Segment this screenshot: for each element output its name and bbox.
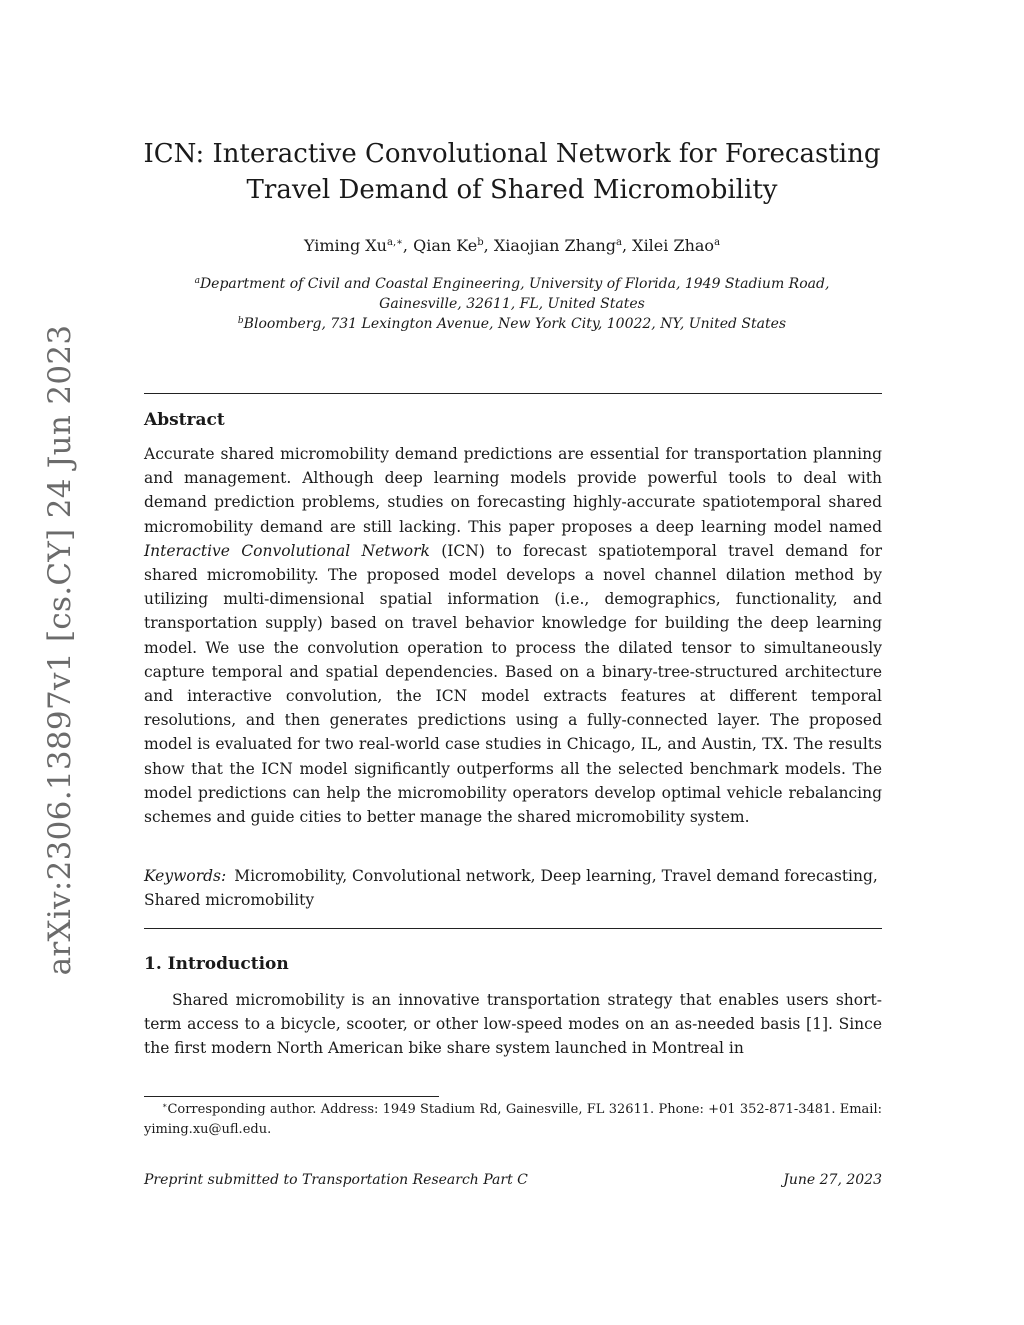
author-name: Qian Ke [413, 236, 478, 255]
abstract-heading: Abstract [144, 410, 225, 430]
author-affil-mark: b [477, 237, 484, 248]
footnote-mark: ∗ [162, 1101, 168, 1110]
model-name-emphasis: Interactive Convolutional Network [144, 541, 430, 560]
arxiv-identifier-stamp[interactable]: arXiv:2306.13897v1 [cs.CY] 24 Jun 2023 [42, 324, 78, 976]
author-separator: , [402, 236, 414, 255]
paper-title: ICN: Interactive Convolutional Network for Forecasting Travel Demand of Shared Micromobility [143, 139, 881, 205]
author-affil-mark: a [714, 237, 721, 248]
introduction-paragraph: Shared micromobility is an innovative transportation strategy that enables users short-term access to a bicycle, scooter, or other low-speed modes on an as-needed basis [1]. Since the first modern North American bike share system launched in Montreal in [144, 991, 882, 1058]
footnote [144, 1100, 882, 1140]
author-separator: , [622, 236, 633, 255]
author-name: Xilei Zhao [632, 236, 715, 255]
author-2[interactable] [413, 236, 484, 255]
footnote-text: Corresponding author. Address: 1949 Stadium Rd, Gainesville, FL 32611. Phone: +01 352-871-3481. Email: yiming.xu@ufl.edu. [144, 1102, 882, 1137]
abstract-bottom-rule [144, 928, 882, 929]
affiliation-a [190, 274, 834, 314]
section-heading-introduction: 1. Introduction [144, 954, 289, 974]
author-affil-mark: a,∗ [386, 237, 403, 248]
author-3[interactable] [494, 236, 622, 255]
abstract-body [144, 442, 882, 829]
author-name: Xiaojian Zhang [493, 236, 617, 255]
author-list [110, 234, 914, 258]
preprint-date: June 27, 2023 [783, 1172, 882, 1188]
affiliation-text: Bloomberg, 731 Lexington Avenue, New York City, 10022, NY, United States [243, 316, 787, 332]
affiliation-b [190, 314, 834, 334]
affiliations [190, 274, 834, 334]
abstract-text-part: (ICN) to forecast spatiotemporal travel demand for shared micromobility. The proposed model develops a novel channel dilation method by utilizing multi-dimensional spatial information (i.e., demographics, functionality, and transportation supply) based on travel behavior knowledge for building the deep learning model. We use the convolution operation to process the dilated tensor to simultaneously capture temporal and spatial dependencies. Based on a binary-tree-structured architecture and interactive convolution, the ICN model extracts features at different temporal resolutions, and then generates predictions using a fully-connected layer. The proposed model is evaluated for two real-world case studies in Chicago, IL, and Austin, TX. The results show that the ICN model significantly outperforms all the selected benchmark models. The model predictions can help the micromobility operators develop optimal vehicle rebalancing schemes and guide cities to better manage the shared micromobility system. [144, 541, 882, 827]
author-4[interactable] [632, 236, 720, 255]
affiliation-mark: a [194, 276, 200, 286]
abstract-text-part: Accurate shared micromobility demand predictions are essential for transportation planning and management. Although deep learning models provide powerful tools to deal with demand prediction problems, studies on forecasting highly-accurate spatiotemporal shared micromobility demand are still lacking. This paper proposes a deep learning model named [144, 445, 882, 536]
author-name: Yiming Xu [303, 236, 387, 255]
affiliation-text: Department of Civil and Coastal Engineering, University of Florida, 1949 Stadium Road, Gainesville, 32611, FL, United States [199, 276, 830, 312]
abstract-top-rule [144, 393, 882, 394]
keywords-text: Micromobility, Convolutional network, Deep learning, Travel demand forecasting, Shared micromobility [144, 867, 878, 910]
author-separator: , [483, 236, 494, 255]
author-affil-mark: a [616, 237, 622, 248]
footnote-rule [144, 1096, 439, 1097]
affiliation-mark: b [237, 316, 244, 326]
author-1[interactable] [304, 236, 403, 255]
preprint-note: Preprint submitted to Transportation Research Part C [144, 1172, 528, 1188]
keywords-label: Keywords: [144, 867, 227, 885]
keywords [144, 864, 882, 912]
